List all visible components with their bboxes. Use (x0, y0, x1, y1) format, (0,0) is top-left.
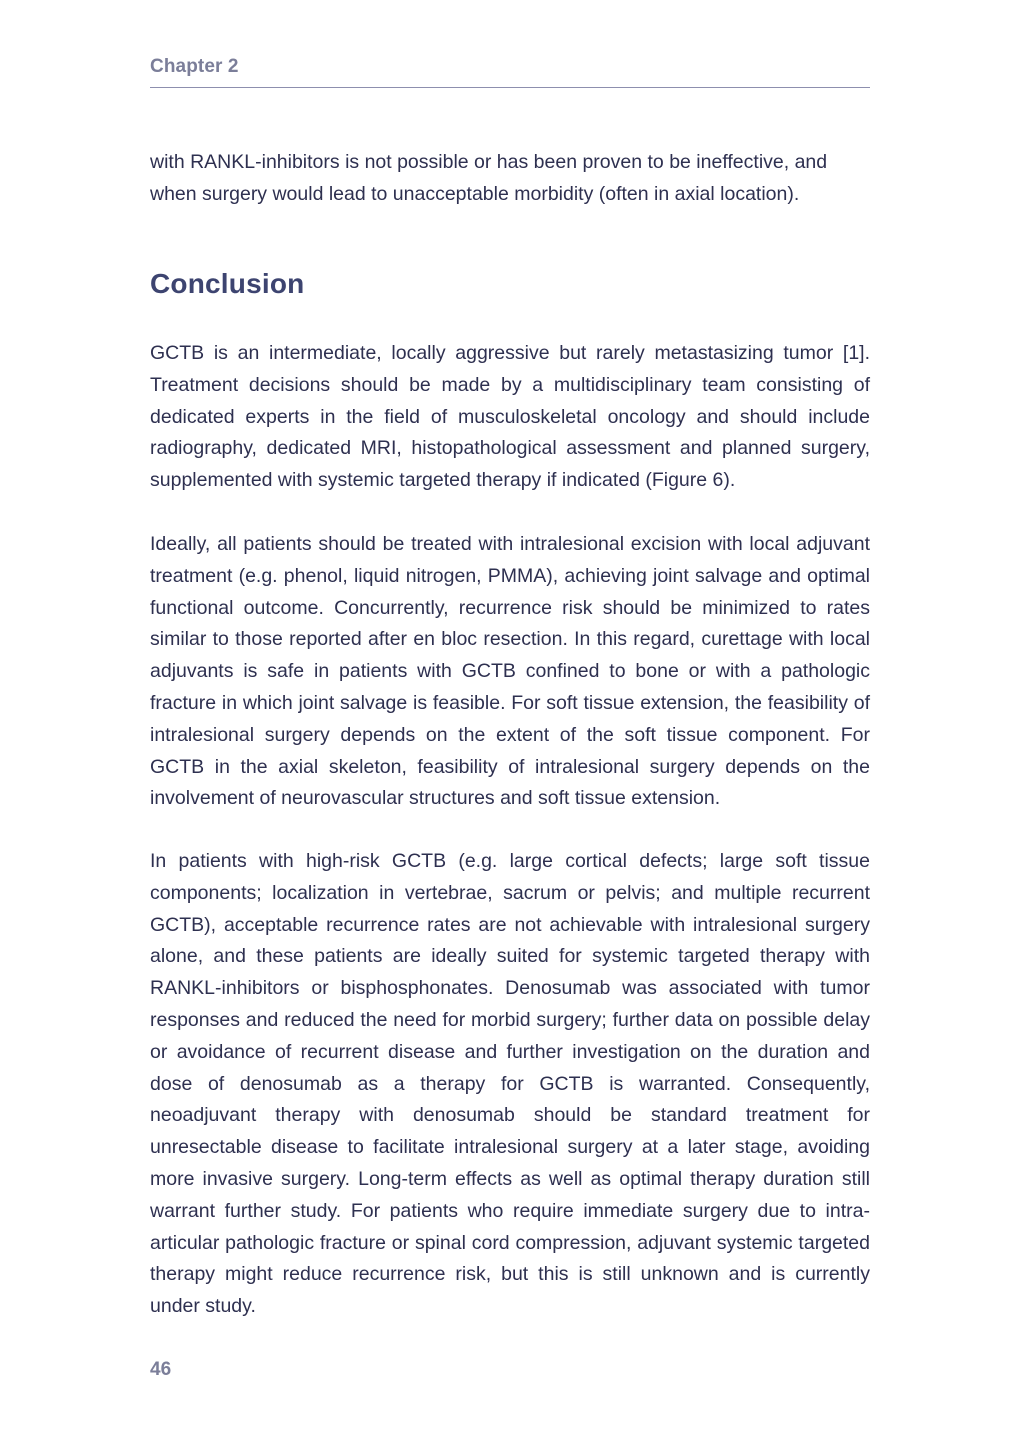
body-paragraph: GCTB is an intermediate, locally aggressive but rarely metastasizing tumor [1]. Treatment decisions should be made by a multidisciplinary team consisting of dedicated experts in the field of musculoskeletal oncology and should include radiography, dedicated MRI, histopathological assessment and planned surgery, supplemented with systemic targeted therapy if indicated (Figure 6). (150, 342, 870, 492)
section-heading: Conclusion (150, 268, 305, 299)
body-paragraph: In patients with high-risk GCTB (e.g. large cortical defects; large soft tissue components; localization in vertebrae, sacrum or pelvis; and multiple recurrent GCTB), acceptable recurrence rates are not achievable with intralesional surgery alone, and these patients are ideally suited for systemic targeted therapy with RANKL-inhibitors or bisphosphonates. Denosumab was associated with tumor responses and reduced the need for morbid surgery; further data on possible delay or avoidance of recurrent disease and further investigation on the duration and dose of denosumab as a therapy for GCTB is warranted. Consequently, neoadjuvant therapy with denosumab should be standard treatment for unresectable disease to facilitate intralesional surgery at a later stage, avoiding more invasive surgery. Long-term effects as well as optimal therapy duration still warrant further study. For patients who require immediate surgery due to intra-articular pathologic fracture or spinal cord compression, adjuvant systemic targeted therapy might reduce recurrence risk, but this is still unknown and is currently under study. (150, 850, 870, 1318)
page-number: 46 (150, 1359, 172, 1380)
running-head: Chapter 2 (150, 56, 239, 77)
intro-paragraph: with RANKL-inhibitors is not possible or has been proven to be ineffective, and when surgery would lead to unacceptable morbidity (often in axial location). (150, 151, 828, 205)
header-rule (150, 87, 870, 88)
body-paragraph: Ideally, all patients should be treated with intralesional excision with local adjuvant treatment (e.g. phenol, liquid nitrogen, PMMA), achieving joint salvage and optimal functional outcome. Concurrently, recurrence risk should be minimized to rates similar to those reported after en bloc resection. In this regard, curettage with local adjuvants is safe in patients with GCTB confined to bone or with a pathologic fracture in which joint salvage is feasible. For soft tissue extension, the feasibility of intralesional surgery depends on the extent of the soft tissue component. For GCTB in the axial skeleton, feasibility of intralesional surgery depends on the involvement of neurovascular structures and soft tissue extension. (150, 533, 870, 810)
